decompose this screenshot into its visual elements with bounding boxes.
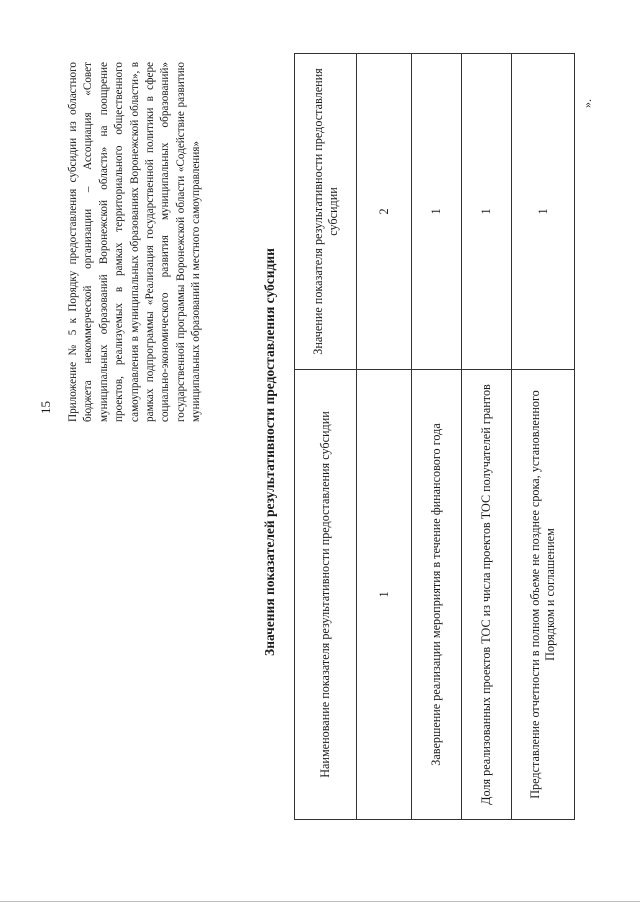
indicator-name: Представление отчетности в полном объеме не позднее срока, установленного Порядком и соглашением	[512, 370, 575, 820]
indicator-name: Завершение реализации мероприятия в течение финансового года	[412, 370, 462, 820]
table-row	[512, 54, 575, 820]
closing-quote-mark: ».	[580, 99, 594, 108]
indicator-value: 1	[512, 54, 575, 370]
column-number-row	[357, 54, 412, 820]
header-indicator-name: Наименование показателя результативности предоставления субсидии	[295, 370, 357, 820]
table-header-row	[295, 54, 357, 820]
indicator-value: 1	[412, 54, 462, 370]
column-number-1: 1	[357, 370, 412, 820]
table-row	[412, 54, 462, 820]
table-row	[462, 54, 512, 820]
appendix-header: Приложение № 5 к Порядку предоставления субсидии из областного бюджета некоммерческой организации – Ассоциация «Совет муниципальных образований Воронежской области» на поощрение проектов, реализуемых в рамках территориального общественного самоуправления в муниципальных образованиях Воронежской области», в рамках подпрограммы «Реализация государственной политики в сфере социально-экономического развития муниципальных образований» государственной программы Воронежской области «Содействие развитию муниципальных образований и местного самоуправления»	[67, 62, 203, 422]
header-indicator-value: Значение показателя результативности предоставления субсидии	[295, 54, 357, 370]
indicator-value: 1	[462, 54, 512, 370]
table-title: Значения показателей результативности предоставления субсидии	[262, 248, 277, 656]
page-number: 15	[38, 401, 53, 414]
indicators-table	[294, 53, 575, 820]
column-number-2: 2	[357, 54, 412, 370]
indicator-name: Доля реализованных проектов ТОС из числа проектов ТОС получателей грантов	[462, 370, 512, 820]
